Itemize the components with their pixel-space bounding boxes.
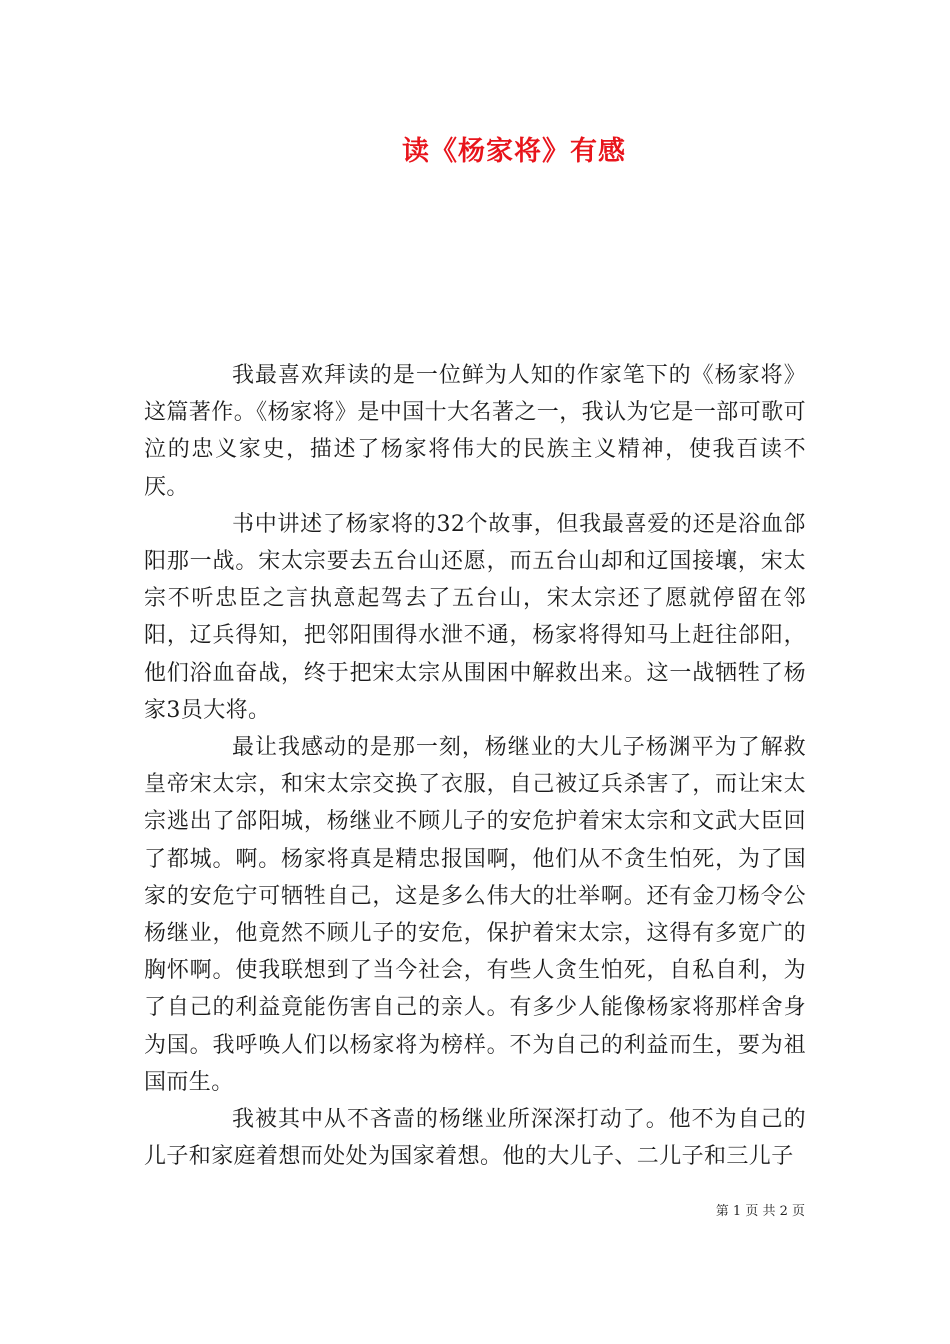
body-text: [144, 357, 806, 1175]
page-title: 读《杨家将》有感: [402, 136, 626, 167]
paragraph-4: 我被其中从不吝啬的杨继业所深深打动了。他不为自己的儿子和家庭着想而处处为国家着想。他的大儿子、二儿子和三儿子: [144, 1107, 806, 1170]
paragraph-3: 最让我感动的是那一刻，杨继业的大儿子杨渊平为了解救皇帝宋太宗，和宋太宗交换了衣服，自己被辽兵杀害了，而让宋太宗逃出了郃阳城，杨继业不顾儿子的安危护着宋太宗和文武大臣回了都城。啊。杨家将真是精忠报国啊，他们从不贪生怕死，为了国家的安危宁可牺牲自己，这是多么伟大的壮举啊。还有金刀杨令公杨继业，他竟然不顾儿子的安危，保护着宋太宗，这得有多宽广的胸怀啊。使我联想到了当今社会，有些人贪生怕死，自私自利，为了自己的利益竟能伤害自己的亲人。有多少人能像杨家将那样舍身为国。我呼唤人们以杨家将为榜样。不为自己的利益而生，要为祖国而生。: [144, 735, 806, 1095]
page-number-footer: 第 1 页 共 2 页: [715, 1204, 805, 1219]
paragraph-2: 书中讲述了杨家将的32个故事，但我最喜爱的还是浴血郃阳那一战。宋太宗要去五台山还愿，而五台山却和辽国接壤，宋太宗不听忠臣之言执意起驾去了五台山，宋太宗还了愿就停留在邻阳，辽兵得知，把邻阳围得水泄不通，杨家将得知马上赶往郃阳，他们浴血奋战，终于把宋太宗从围困中解救出来。这一战牺牲了杨家3员大将。: [144, 511, 806, 723]
paragraph-1: 我最喜欢拜读的是一位鲜为人知的作家笔下的《杨家将》这篇著作。《杨家将》是中国十大名著之一，我认为它是一部可歌可泣的忠义家史，描述了杨家将伟大的民族主义精神，使我百读不厌。: [144, 363, 806, 500]
